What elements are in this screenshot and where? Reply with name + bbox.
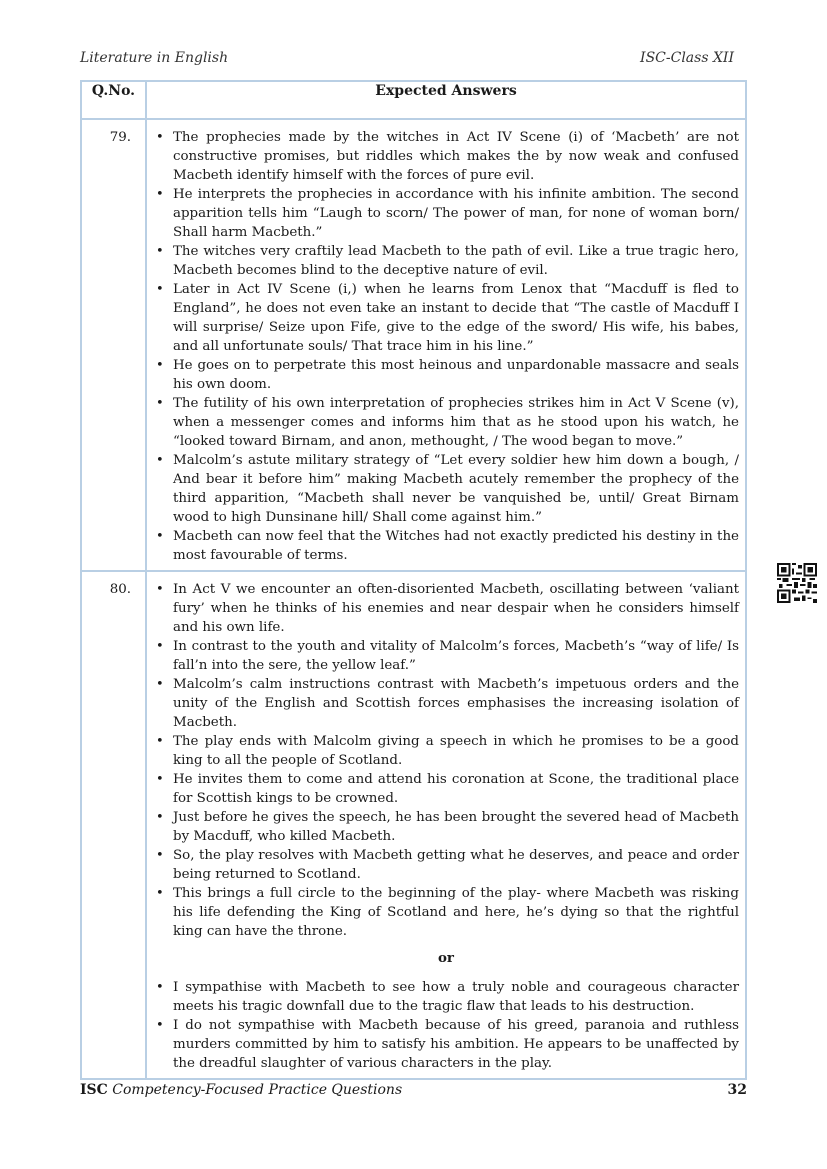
footer-brand: ISC (80, 1082, 108, 1098)
table-header-row (81, 81, 746, 119)
table-row (81, 119, 746, 571)
list-item: • In Act V we encounter an often-disoriented Macbeth, oscillating between ‘valiant fury’ when he thinks of his enemies and near despair when he considers himself and his own life. (173, 580, 739, 637)
running-header (80, 50, 734, 66)
list-item: • I do not sympathise with Macbeth because of his greed, paranoia and ruthless murders committed by him to satisfy his ambition. He appears to be unaffected by the dreadful slaughter of various characters in the play. (173, 1016, 739, 1073)
header-class: ISC-Class XII (640, 50, 734, 66)
question-number: 79. (81, 119, 146, 571)
list-item: • Just before he gives the speech, he has been brought the severed head of Macbeth by Macduff, who killed Macbeth. (173, 808, 739, 846)
header-subject: Literature in English (80, 50, 229, 66)
alternative-answer-list (153, 978, 739, 1073)
list-item: • The play ends with Malcolm giving a speech in which he promises to be a good king to all the people of Scotland. (173, 732, 739, 770)
answers-column-header: Expected Answers (146, 81, 746, 119)
list-item: • He invites them to come and attend his coronation at Scone, the traditional place for Scottish kings to be crowned. (173, 770, 739, 808)
answer-cell (146, 119, 746, 571)
list-item: • Later in Act IV Scene (i,) when he learns from Lenox that “Macduff is fled to England”, he does not even take an instant to decide that “The castle of Macduff I will surprise/ Seize upon Fife, give to the edge of the sword/ His wife, his babes, and all unfortunate souls/ That trace him in his line.” (173, 280, 739, 356)
answer-list (153, 128, 739, 565)
answer-cell (146, 571, 746, 1079)
list-item: • I sympathise with Macbeth to see how a truly noble and courageous character meets his tragic downfall due to the tragic flaw that leads to his destruction. (173, 978, 739, 1016)
list-item: • So, the play resolves with Macbeth getting what he deserves, and peace and order being returned to Scotland. (173, 846, 739, 884)
page-footer (80, 1082, 747, 1098)
footer-subtitle: Competency-Focused Practice Questions (112, 1082, 403, 1098)
page-number: 32 (727, 1082, 747, 1098)
list-item: • In contrast to the youth and vitality of Malcolm’s forces, Macbeth’s “way of life/ Is fall’n into the sere, the yellow leaf.” (173, 637, 739, 675)
or-separator: or (438, 950, 454, 966)
answer-list (153, 580, 739, 941)
footer-title (80, 1082, 402, 1098)
list-item: • The futility of his own interpretation of prophecies strikes him in Act V Scene (v), when a messenger comes and informs him that as he stood upon his watch, he “looked toward Birnam, and anon, methought, / The wood began to move.” (173, 394, 739, 451)
list-item: • The prophecies made by the witches in Act IV Scene (i) of ‘Macbeth’ are not constructive promises, but riddles which makes the by now weak and confused Macbeth identify himself with the forces of pure evil. (173, 128, 739, 185)
list-item: • He goes on to perpetrate this most heinous and unpardonable massacre and seals his own doom. (173, 356, 739, 394)
list-item: • Malcolm’s astute military strategy of “Let every soldier hew him down a bough, / And bear it before him” making Macbeth acutely remember the prophecy of the third apparition, “Macbeth shall never be vanquished be, until/ Great Birnam wood to high Dunsinane hill/ Shall come against him.” (173, 451, 739, 527)
list-item: • Malcolm’s calm instructions contrast with Macbeth’s impetuous orders and the unity of the English and Scottish forces emphasises the increasing isolation of Macbeth. (173, 675, 739, 732)
answer-table (80, 80, 747, 1080)
list-item: • The witches very craftily lead Macbeth to the path of evil. Like a true tragic hero, Macbeth becomes blind to the deceptive nature of evil. (173, 242, 739, 280)
question-number: 80. (81, 571, 146, 1079)
qno-column-header: Q.No. (81, 81, 146, 119)
list-item: • Macbeth can now feel that the Witches had not exactly predicted his destiny in the most favourable of terms. (173, 527, 739, 565)
list-item: • This brings a full circle to the beginning of the play- where Macbeth was risking his life defending the King of Scotland and here, he’s dying so that the rightful king can have the throne. (173, 884, 739, 941)
qr-code-icon[interactable] (777, 563, 817, 603)
table-row (81, 571, 746, 1079)
list-item: • He interprets the prophecies in accordance with his infinite ambition. The second apparition tells him “Laugh to scorn/ The power of man, for none of woman born/ Shall harm Macbeth.” (173, 185, 739, 242)
